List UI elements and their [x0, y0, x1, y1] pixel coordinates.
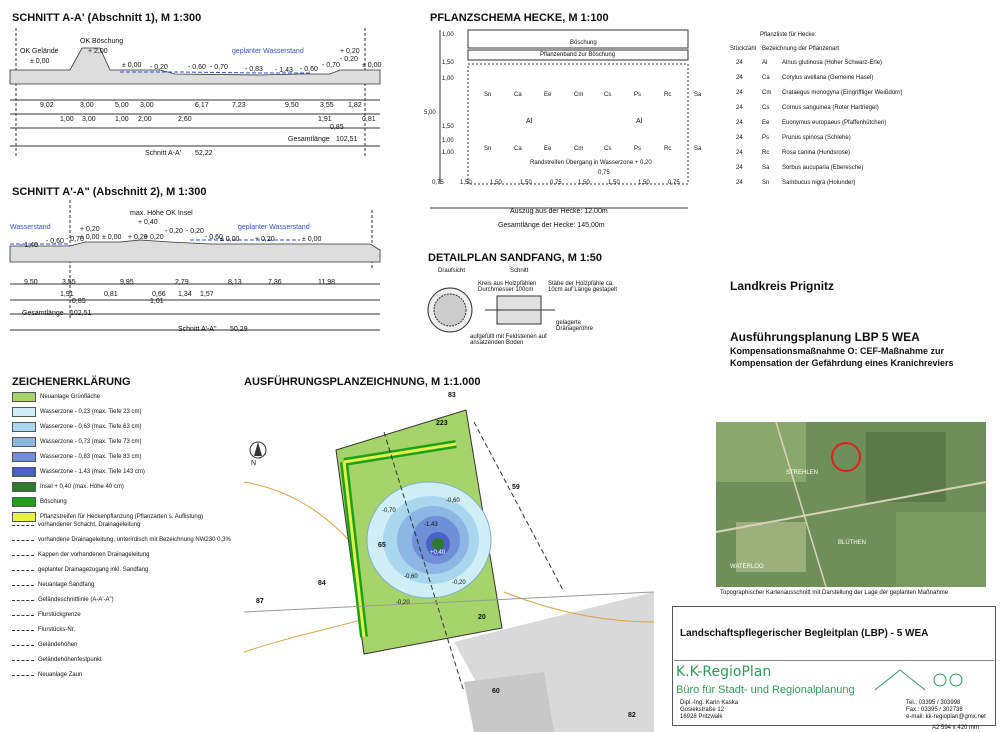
schnitt1-label-15: ± 0,00: [362, 62, 382, 69]
schnitt2-total-label: Gesamtlänge: [22, 310, 64, 317]
plant-name: Euonymus europaeus (Pfaffenhütchen): [782, 120, 887, 126]
legend-symbol-label: Neuanlage Zaun: [38, 672, 83, 678]
schnitt1-dim: 5,00: [115, 102, 129, 109]
plant-name: Prunus spinosa (Schlehe): [782, 135, 851, 141]
schnitt2-schnitt-label: Schnitt A'-A": [178, 326, 217, 333]
plant-code: Ee: [544, 146, 552, 152]
address-line: Dipl.-Ing. Karin Kaska: [680, 700, 739, 706]
dim: 1,50: [490, 180, 502, 186]
pflanzliste-col2: Bezeichnung der Pflanzenart: [762, 46, 840, 52]
parcel-label: 87: [256, 598, 264, 605]
legend-symbol-label: Geländehöhen: [38, 642, 78, 648]
legend-symbol-icon: [12, 600, 34, 601]
schnitt1-dim: 3,00: [140, 102, 154, 109]
depth-label: -0,60: [404, 574, 418, 580]
schnitt1-dim: 9,50: [285, 102, 299, 109]
schnitt1-dim: 3,55: [320, 102, 334, 109]
plant-code: Sn: [484, 92, 492, 98]
plant-code: Sn: [484, 146, 492, 152]
parcel-label: 83: [448, 392, 456, 399]
schnitt2-label: + 0,40: [138, 219, 158, 226]
schnitt1-dim-b: 0,85: [330, 124, 344, 131]
dim: 1,50: [460, 180, 472, 186]
legend-swatch: [12, 482, 36, 492]
schnitt2-label: - 0,60: [46, 238, 64, 245]
pflanzliste-col1: Stückzahl: [730, 46, 757, 52]
legend-symbol-item: [12, 552, 149, 558]
schnitt2-dim: 11,98: [318, 279, 335, 286]
schnitt2-label: - 0,60: [205, 234, 223, 241]
schnitt2-dim-b: 0,81: [104, 291, 118, 298]
legend-label: Wasserzone - 0,23 (max. Tiefe 23 cm): [40, 409, 142, 415]
plant-name: Rosa canina (Hundsrose): [782, 150, 851, 156]
schnitt1-label-14: - 0,20: [340, 56, 358, 63]
legend-symbol-item: [12, 582, 94, 588]
plant-name: Sambucus nigra (Holunder): [782, 180, 856, 186]
format: A2 594 x 420 mm: [932, 725, 980, 731]
vert-dim: 1,00: [442, 32, 454, 38]
schnitt1-total-label: Gesamtlänge: [288, 136, 330, 143]
legend-swatch: [12, 452, 36, 462]
pflanzschema-dims: [432, 180, 690, 186]
schnitt1-label-13: + 0,20: [340, 48, 360, 55]
plant-code: Ps: [634, 146, 642, 152]
schnitt1-dim-b: 2,60: [178, 116, 192, 123]
legend-symbol-icon: [12, 630, 34, 631]
legend-item: [12, 452, 141, 462]
legend-symbol-item: [12, 612, 81, 618]
contact-line: Fax.: 03395 / 302738: [906, 707, 963, 713]
dim: 0,75: [668, 180, 680, 186]
pflanzliste-title: Pflanzliste für Hecke:: [760, 32, 817, 38]
schnitt2-dim-b: 1,57: [200, 291, 214, 298]
sandfang-note4: aufgefüllt mit Feldsteinen auf ansatzenden Boden: [470, 334, 547, 346]
plant-count: 24: [736, 105, 743, 111]
schnitt2-label: - 0,20: [186, 228, 204, 235]
pflanzschema-drawing: [430, 28, 690, 228]
plan-drawing: [244, 392, 654, 732]
legend-symbol-icon: [12, 585, 34, 586]
parcel-label: 84: [318, 580, 326, 587]
legend-item: [12, 437, 141, 447]
schnitt1-dim: 3,00: [80, 102, 94, 109]
legend-symbol-item: [12, 672, 82, 678]
legend-item: [12, 392, 100, 402]
plant-code: Cs: [604, 92, 612, 98]
depth-label: -0,70: [382, 508, 396, 514]
plant-code: Ca: [514, 146, 522, 152]
schnitt1-label-ok-gelaende: OK Gelände: [20, 48, 59, 55]
pflanzschema-auszug: Auszug aus der Hecke: 12,00m: [510, 208, 608, 215]
legend-swatch: [12, 392, 36, 402]
schnitt2-schnitt-value: 50,29: [230, 326, 248, 333]
legend-symbol-label: vorhandener Schacht, Drainageleitung: [38, 522, 141, 528]
schnitt2-dim-b: 0,66: [152, 291, 166, 298]
plant-code: Rc: [664, 92, 672, 98]
schnitt2-dim: 9,50: [24, 279, 38, 286]
schnitt1-label-8: - 0,70: [210, 64, 228, 71]
lbp-title: Landschaftspflegerischer Begleitplan (LBP) - 5 WEA: [680, 628, 929, 639]
plant-code: Sa: [694, 92, 702, 98]
depth-label: +0,40: [430, 550, 446, 556]
legend-swatch: [12, 437, 36, 447]
dim: 1,50: [578, 180, 590, 186]
plant-count: 24: [736, 180, 743, 186]
plant-code: Sa: [694, 146, 702, 152]
schnitt1-label-5: ± 0,00: [122, 62, 142, 69]
map-label-bluethen: BLÜTHEN: [838, 540, 867, 546]
sandfang-note3: gelagerte Dränageröhre: [556, 320, 594, 332]
plant-code: Cm: [574, 92, 584, 98]
vert-dim: 1,50: [442, 60, 454, 66]
legend-symbol-icon: [12, 525, 34, 526]
schnitt1-title: SCHNITT A-A' (Abschnitt 1), M 1:300: [12, 12, 202, 24]
parcel-label: 65: [378, 542, 386, 549]
schnitt1-total-value: 102,51: [336, 136, 358, 143]
plant-count: 24: [736, 60, 743, 66]
plant-count: 24: [736, 165, 743, 171]
legend-title: ZEICHENERKLÄRUNG: [12, 376, 131, 388]
schnitt2-label: + 0,20: [80, 226, 100, 233]
schnitt1-label-ok-boeschung: OK Böschung: [80, 38, 124, 45]
plant-count: 24: [736, 150, 743, 156]
schnitt1-label-7: - 0,60: [188, 64, 206, 71]
firm-logo-icon: [870, 662, 970, 692]
legend-label: Böschung: [40, 499, 67, 505]
legend-label: Wasserzone - 0,63 (max. Tiefe 63 cm): [40, 424, 142, 430]
plant-count: 24: [736, 120, 743, 126]
schnitt1-dim-b: 3,00: [82, 116, 96, 123]
project-subtitle: Kompensationsmaßnahme O: CEF-Maßnahme zur Kompensation der Gefährdung eines Kranichreviers: [730, 346, 954, 368]
plant-code: Cs: [762, 105, 770, 111]
address-line: Gosiekstraße 12: [680, 707, 725, 713]
plant-row-3: [484, 146, 716, 152]
depth-label: -0,20: [396, 600, 410, 606]
plant-code: Cs: [604, 146, 612, 152]
legend-symbol-label: geplanter Drainagezugang inkl. Sandfang: [38, 567, 149, 573]
plant-code: Ps: [762, 135, 770, 141]
vert-dim: 5,00: [424, 110, 436, 116]
firm-sub: Büro für Stadt- und Regionalplanung: [676, 684, 855, 696]
schnitt1-dim-b: 1,00: [60, 116, 74, 123]
plant-code: Ps: [634, 92, 642, 98]
plant-code: Sa: [762, 165, 770, 171]
legend-label: Wasserzone - 0,73 (max. Tiefe 73 cm): [40, 439, 142, 445]
depth-label: -0,60: [446, 498, 460, 504]
legend-symbol-label: Flurstückgrenze: [38, 612, 81, 618]
legend-swatch: [12, 512, 36, 522]
vert-dim: 1,50: [442, 124, 454, 130]
plant-code-al: Al: [526, 118, 533, 125]
dim: 1,50: [608, 180, 620, 186]
schnitt2-dim: 2,79: [175, 279, 189, 286]
schnitt1-label-9: - 0,83: [245, 66, 263, 73]
legend-swatch: [12, 497, 36, 507]
sandfang-title: DETAILPLAN SANDFANG, M 1:50: [428, 252, 602, 264]
dim: 0,75: [550, 180, 562, 186]
schnitt2-label: ± 0,00: [102, 234, 122, 241]
legend-symbol-item: [12, 657, 102, 663]
parcel-label: 223: [436, 420, 448, 427]
schnitt2-dim: 8,13: [228, 279, 242, 286]
legend-symbol-label: Geländeschnittlinie (A-A'-A"): [38, 597, 114, 603]
plant-count: 24: [736, 75, 743, 81]
legend-label: Wasserzone - 1,43 (max. Tiefe 143 cm): [40, 469, 145, 475]
sandfang-schnitt: Schnitt: [510, 268, 529, 274]
topo-map: [716, 422, 986, 587]
plant-code: Ee: [762, 120, 770, 126]
schnitt1-dim-b: 2,00: [138, 116, 152, 123]
schnitt2-label: - 0,70: [66, 236, 84, 243]
legend-item: [12, 497, 67, 507]
dim: 1,50: [520, 180, 532, 186]
legend-symbol-label: Kappen der vorhandenen Drainageleitung: [38, 552, 150, 558]
parcel-label: 60: [492, 688, 500, 695]
schnitt2-dim-b: 0,85: [72, 298, 86, 305]
schnitt2-label: - 1,40: [20, 242, 38, 249]
schnitt1-label-10: - 1,43: [275, 67, 293, 74]
schnitt2-label: + 0,20: [128, 234, 148, 241]
schnitt2-label: + 0,20: [144, 234, 164, 241]
legend-label: Neuanlage Grünfläche: [40, 394, 101, 400]
legend-label: Pflanzstreifen für Heckenpflanzung (Pflanzarten s. Auflistung): [40, 514, 204, 520]
schnitt2-dim: 3,55: [62, 279, 76, 286]
legend-symbol-item: [12, 522, 140, 528]
schnitt1-dim-b: 1,00: [115, 116, 129, 123]
sandfang-note1: Kreis aus Holzpfählen Durchmesser 100cm: [478, 281, 537, 293]
plant-code: Sn: [762, 180, 770, 186]
landkreis: Landkreis Prignitz: [730, 279, 835, 293]
legend-symbol-icon: [12, 570, 34, 571]
plant-code: Ca: [514, 92, 522, 98]
contact-line: e-mail: kk-regioplan@gmx.net: [906, 714, 986, 720]
schnitt2-wasserstand-left: Wasserstand: [10, 224, 51, 231]
map-label-waterloo: WATERLOO: [730, 564, 764, 570]
schnitt1-dim: 9,02: [40, 102, 54, 109]
legend-swatch: [12, 422, 36, 432]
depth-label: -1,43: [424, 522, 438, 528]
plant-code: Cm: [762, 90, 772, 96]
schnitt2-dim-b: 1,01: [150, 298, 164, 305]
plan-title: AUSFÜHRUNGSPLANZEICHNUNG, M 1:1.000: [244, 376, 481, 388]
schnitt2-dim-b: 1,91: [60, 291, 74, 298]
schnitt1-dim: 1,82: [348, 102, 362, 109]
legend-symbol-label: Geländehöhenfestpunkt: [38, 657, 102, 663]
parcel-label: 82: [628, 712, 636, 719]
pflanzschema-dim-mid: 0,75: [598, 170, 610, 176]
schnitt2-label: - 0,20: [165, 228, 183, 235]
dim: 1,50: [638, 180, 650, 186]
legend-symbol-item: [12, 597, 114, 603]
schnitt1-label-12: - 0,70: [322, 62, 340, 69]
pflanzschema-saum: Pflanzenband zur Böschung: [540, 52, 616, 58]
schnitt2-dim-b: 1,34: [178, 291, 192, 298]
plant-code: Al: [762, 60, 768, 66]
pflanzschema-gesamt: Gesamtlänge der Hecke: 145,00m: [498, 222, 605, 229]
schnitt1-dim: 7,23: [232, 102, 246, 109]
plant-row-1: [484, 92, 716, 98]
legend-symbol-item: [12, 537, 231, 543]
legend-item: [12, 467, 145, 477]
plant-code: Rc: [664, 146, 672, 152]
plant-name: Sorbus aucuparia (Eberesche): [782, 165, 864, 171]
schnitt1-dim-b: 1,91: [318, 116, 332, 123]
schnitt1-label-11: - 0,60: [300, 66, 318, 73]
plant-code: Rc: [762, 150, 770, 156]
legend-symbol-icon: [12, 675, 34, 676]
plant-code: Cm: [574, 146, 584, 152]
plant-code: Ca: [762, 75, 770, 81]
schnitt2-label: ± 0,00: [80, 234, 100, 241]
schnitt2-dim: 7,36: [268, 279, 282, 286]
legend-item: [12, 512, 203, 522]
vert-dim: 1,00: [442, 150, 454, 156]
schnitt2-title: SCHNITT A'-A" (Abschnitt 2), M 1:300: [12, 186, 207, 198]
schnitt2-label: ± 0,00: [302, 236, 322, 243]
divider: [674, 660, 994, 661]
legend-symbol-label: Flurstücks-Nr.: [38, 627, 76, 633]
legend-symbol-icon: [12, 660, 34, 661]
legend-label: Wasserzone - 0,83 (max. Tiefe 83 cm): [40, 454, 142, 460]
schnitt1-dim: 6,17: [195, 102, 209, 109]
map-caption: Topographischer Kartenausschnitt mit Darstellung der Lage der geplanten Maßnahme: [720, 590, 949, 596]
legend-symbol-label: vorhandene Drainageleitung, unterirdisch mit Bezeichnung NW230 0,3%: [38, 537, 231, 543]
address-line: 16928 Pritzwalk: [680, 714, 723, 720]
schnitt1-label-0: ± 0,00: [30, 58, 50, 65]
legend-label: Insel + 0,40 (max. Höhe 40 cm): [40, 484, 124, 490]
schnitt2-wasserstand: geplanter Wasserstand: [238, 224, 310, 231]
legend-symbol-icon: [12, 555, 34, 556]
legend-symbol-item: [12, 567, 148, 573]
schnitt2-dim: 9,95: [120, 279, 134, 286]
schnitt1-label-6: - 0,20: [150, 64, 168, 71]
contact-line: Tel.: 03395 / 303998: [906, 700, 961, 706]
vert-dim: 1,00: [442, 138, 454, 144]
legend-item: [12, 407, 141, 417]
legend-item: [12, 482, 124, 492]
plant-name: Cornus sanguinea (Roter Hartriegel): [782, 105, 879, 111]
legend-symbol-label: Neuanlage Sandfang: [38, 582, 95, 588]
schnitt1-drawing: [10, 28, 390, 168]
parcel-label: 59: [512, 484, 520, 491]
schnitt2-label-insel: max. Höhe OK Insel: [130, 210, 193, 217]
schnitt1-label-2: + 2,00: [88, 48, 108, 55]
schnitt2-total-value: 102,51: [70, 310, 92, 317]
pflanzschema-title: PFLANZSCHEMA HECKE, M 1:100: [430, 12, 609, 24]
legend-symbol-icon: [12, 540, 34, 541]
legend-symbol-item: [12, 627, 75, 633]
plan-north: N: [251, 460, 257, 467]
project-title: Ausführungsplanung LBP 5 WEA: [730, 330, 920, 344]
plant-count: 24: [736, 90, 743, 96]
legend-swatch: [12, 467, 36, 477]
legend-symbol-icon: [12, 645, 34, 646]
plant-code-al: Al: [636, 118, 643, 125]
legend-swatch: [12, 407, 36, 417]
plant-name: Alnus glutinosa (Hoher Schwarz-Erle): [782, 60, 883, 66]
pflanzschema-rand: Randstreifen Übergang in Wasserzone + 0,20: [530, 160, 652, 166]
firm-name: K.K-RegioPlan: [676, 664, 772, 680]
schnitt1-wasserstand: geplanter Wasserstand: [232, 48, 304, 55]
dim: 0,75: [432, 180, 444, 186]
sandfang-draufsicht: Draufsicht: [438, 268, 466, 274]
vert-dim: 1,00: [442, 76, 454, 82]
plant-name: Corylus avellana (Gemeine Hasel): [782, 75, 874, 81]
plant-code: Ee: [544, 92, 552, 98]
schnitt2-label: ± 0,00: [220, 236, 240, 243]
sandfang-note2: Stäbe der Holzpfähle ca. 10cm auf Länge gestapelt: [548, 281, 618, 293]
schnitt1-dim-b: 0,81: [362, 116, 376, 123]
plant-count: 24: [736, 135, 743, 141]
map-label-strehlen: STREHLEN: [786, 470, 819, 476]
plant-name: Crataegus monogyna (Eingriffliger Weißdorn): [782, 90, 903, 96]
legend-symbol-icon: [12, 615, 34, 616]
schnitt2-label: + 0,20: [255, 236, 275, 243]
legend-symbol-item: [12, 642, 77, 648]
parcel-label: 20: [478, 614, 486, 621]
schnitt1-schnitt-value: 52,22: [195, 150, 213, 157]
schnitt1-schnitt-label: Schnitt A-A': [145, 150, 181, 157]
depth-label: -0,20: [452, 580, 466, 586]
legend-item: [12, 422, 141, 432]
pflanzschema-boeschung: Böschung: [570, 40, 597, 46]
